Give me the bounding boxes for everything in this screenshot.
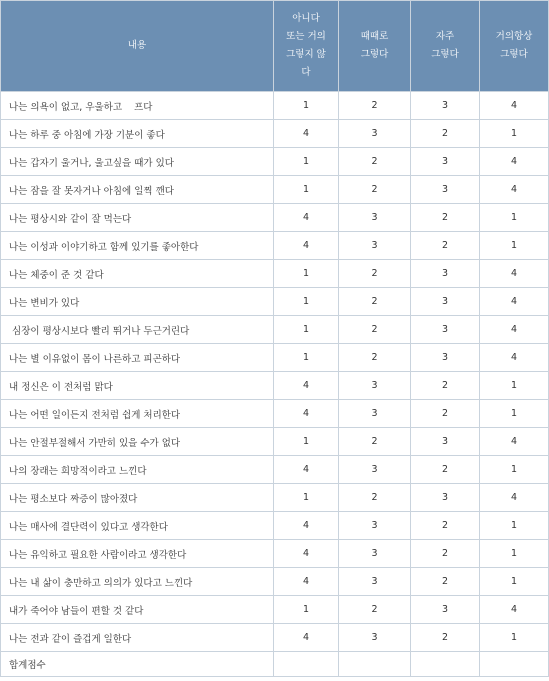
header-sometimes: 때때로 그렇다 — [339, 1, 411, 92]
score-cell: 4 — [274, 456, 339, 484]
table-row — [1, 596, 549, 624]
score-cell: 2 — [411, 512, 480, 540]
question-cell: 나는 내 삶이 충만하고 의의가 있다고 느낀다 — [1, 568, 274, 596]
score-cell: 2 — [339, 484, 411, 512]
score-cell: 1 — [274, 288, 339, 316]
score-cell: 1 — [274, 260, 339, 288]
total-score-cell — [274, 652, 339, 677]
score-cell: 1 — [480, 456, 549, 484]
score-cell: 4 — [480, 316, 549, 344]
score-cell: 4 — [274, 120, 339, 148]
total-label: 합계점수 — [1, 652, 274, 677]
question-cell: 나의 장래는 희망적이라고 느낀다 — [1, 456, 274, 484]
score-cell: 3 — [411, 484, 480, 512]
score-cell: 1 — [480, 204, 549, 232]
score-cell: 2 — [411, 456, 480, 484]
score-cell: 1 — [274, 148, 339, 176]
score-cell: 4 — [480, 148, 549, 176]
table-row — [1, 204, 549, 232]
table-row — [1, 148, 549, 176]
score-cell: 3 — [339, 512, 411, 540]
score-cell: 3 — [339, 568, 411, 596]
score-cell: 2 — [339, 288, 411, 316]
table-row — [1, 232, 549, 260]
score-cell: 2 — [339, 260, 411, 288]
score-cell: 1 — [274, 176, 339, 204]
score-cell: 3 — [339, 624, 411, 652]
score-cell: 3 — [411, 596, 480, 624]
score-cell: 4 — [274, 372, 339, 400]
score-cell: 4 — [480, 288, 549, 316]
score-cell: 4 — [480, 484, 549, 512]
question-cell: 내 정신은 이 전처럼 맑다 — [1, 372, 274, 400]
score-cell: 1 — [274, 484, 339, 512]
score-cell: 3 — [411, 92, 480, 120]
score-cell: 2 — [339, 92, 411, 120]
score-cell: 4 — [274, 568, 339, 596]
table-row — [1, 400, 549, 428]
table-body — [1, 92, 549, 677]
score-cell: 2 — [411, 372, 480, 400]
question-cell: 심장이 평상시보다 빨리 뛰거나 두근거린다 — [1, 316, 274, 344]
question-cell: 나는 이성과 이야기하고 함께 있기를 좋아한다 — [1, 232, 274, 260]
score-cell: 2 — [411, 232, 480, 260]
score-cell: 1 — [480, 372, 549, 400]
total-score-cell — [411, 652, 480, 677]
table-row — [1, 624, 549, 652]
score-cell: 1 — [480, 232, 549, 260]
score-cell: 2 — [339, 148, 411, 176]
score-cell: 4 — [274, 400, 339, 428]
total-score-cell — [480, 652, 549, 677]
score-cell: 4 — [274, 540, 339, 568]
score-cell: 2 — [339, 344, 411, 372]
score-cell: 2 — [411, 120, 480, 148]
score-cell: 1 — [480, 540, 549, 568]
score-cell: 1 — [274, 596, 339, 624]
table-row — [1, 316, 549, 344]
question-cell: 나는 갑자기 울거나, 울고싶을 때가 있다 — [1, 148, 274, 176]
score-cell: 1 — [274, 316, 339, 344]
score-cell: 4 — [480, 596, 549, 624]
score-cell: 1 — [480, 400, 549, 428]
table-row — [1, 120, 549, 148]
score-cell: 4 — [480, 344, 549, 372]
question-cell: 나는 평상시와 같이 잘 먹는다 — [1, 204, 274, 232]
score-cell: 2 — [411, 568, 480, 596]
score-cell: 1 — [274, 92, 339, 120]
score-cell: 3 — [339, 540, 411, 568]
question-cell: 나는 전과 같이 즐겁게 일한다 — [1, 624, 274, 652]
score-cell: 3 — [411, 260, 480, 288]
table-row — [1, 428, 549, 456]
table-row — [1, 540, 549, 568]
table-row — [1, 484, 549, 512]
score-cell: 3 — [411, 176, 480, 204]
question-cell: 나는 별 이유없이 몸이 나른하고 피곤하다 — [1, 344, 274, 372]
table-row — [1, 288, 549, 316]
question-cell: 나는 안절부절해서 가만히 있을 수가 없다 — [1, 428, 274, 456]
table-row — [1, 176, 549, 204]
table-row — [1, 456, 549, 484]
score-cell: 3 — [339, 456, 411, 484]
header-often: 자주 그렇다 — [411, 1, 480, 92]
score-cell: 4 — [274, 624, 339, 652]
question-cell: 나는 평소보다 짜증이 많아졌다 — [1, 484, 274, 512]
question-cell: 나는 유익하고 필요한 사람이라고 생각한다 — [1, 540, 274, 568]
header-row — [1, 1, 549, 92]
question-cell: 내가 죽어야 남들이 편할 것 같다 — [1, 596, 274, 624]
score-cell: 2 — [411, 204, 480, 232]
score-cell: 3 — [339, 232, 411, 260]
question-cell: 나는 변비가 있다 — [1, 288, 274, 316]
table-row — [1, 512, 549, 540]
header-content: 내용 — [1, 1, 274, 92]
table-row — [1, 260, 549, 288]
score-cell: 2 — [411, 624, 480, 652]
question-cell: 나는 하루 중 아침에 가장 기분이 좋다 — [1, 120, 274, 148]
total-score-cell — [339, 652, 411, 677]
question-cell: 나는 어떤 일이든지 전처럼 쉽게 처리한다 — [1, 400, 274, 428]
score-cell: 2 — [411, 540, 480, 568]
score-cell: 1 — [274, 344, 339, 372]
score-cell: 3 — [411, 428, 480, 456]
score-cell: 1 — [274, 428, 339, 456]
table-row — [1, 372, 549, 400]
score-cell: 3 — [411, 148, 480, 176]
header-rarely: 아니다 또는 거의 그렇지 않 다 — [274, 1, 339, 92]
score-cell: 1 — [480, 120, 549, 148]
score-cell: 1 — [480, 512, 549, 540]
score-cell: 2 — [339, 176, 411, 204]
total-row — [1, 652, 549, 677]
table-row — [1, 344, 549, 372]
question-cell: 나는 의욕이 없고, 우울하고 프다 — [1, 92, 274, 120]
question-cell: 나는 체중이 준 것 같다 — [1, 260, 274, 288]
question-cell: 나는 매사에 결단력이 있다고 생각한다 — [1, 512, 274, 540]
score-cell: 2 — [411, 400, 480, 428]
table-row — [1, 92, 549, 120]
score-cell: 2 — [339, 428, 411, 456]
score-cell: 4 — [274, 232, 339, 260]
score-cell: 2 — [339, 316, 411, 344]
score-cell: 4 — [480, 428, 549, 456]
score-cell: 3 — [339, 120, 411, 148]
score-cell: 4 — [274, 204, 339, 232]
score-cell: 1 — [480, 568, 549, 596]
score-cell: 3 — [339, 400, 411, 428]
score-cell: 2 — [339, 596, 411, 624]
score-cell: 3 — [411, 288, 480, 316]
score-cell: 4 — [274, 512, 339, 540]
score-cell: 3 — [339, 372, 411, 400]
table-row — [1, 568, 549, 596]
score-cell: 3 — [339, 204, 411, 232]
score-cell: 4 — [480, 260, 549, 288]
score-cell: 4 — [480, 176, 549, 204]
question-cell: 나는 잠을 잘 못자거나 아침에 일찍 깬다 — [1, 176, 274, 204]
score-cell: 3 — [411, 316, 480, 344]
score-cell: 1 — [480, 624, 549, 652]
score-cell: 4 — [480, 92, 549, 120]
header-almost-always: 거의항상 그렇다 — [480, 1, 549, 92]
score-cell: 3 — [411, 344, 480, 372]
